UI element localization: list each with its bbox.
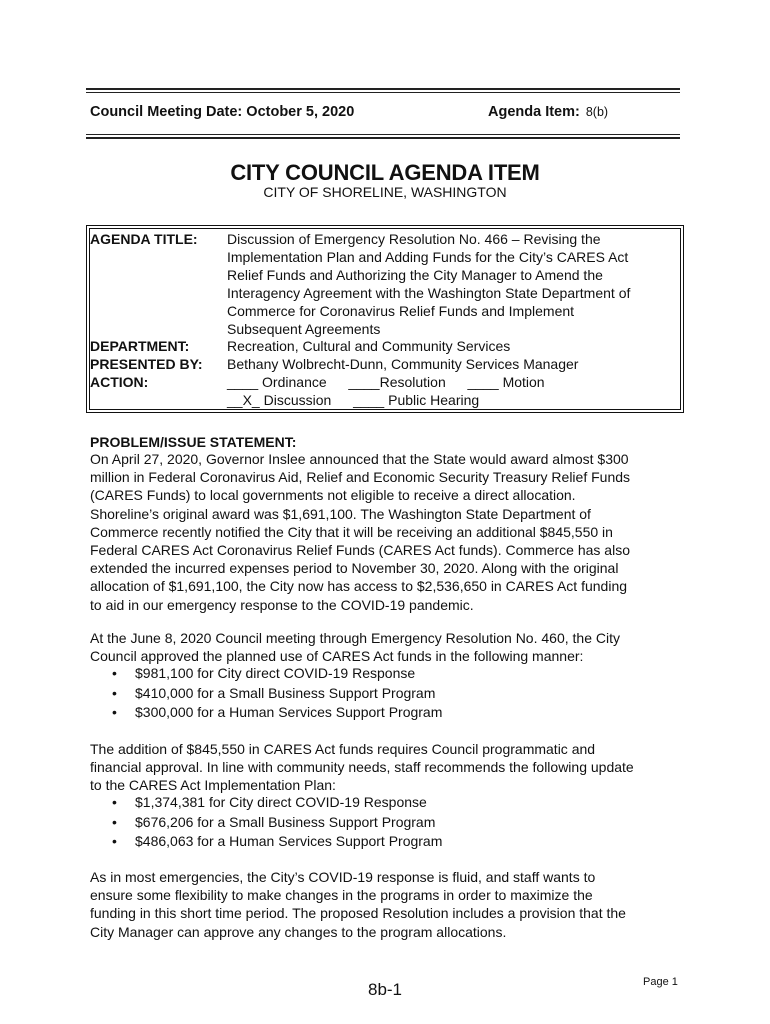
bullet-icon: • <box>112 665 117 681</box>
list-item: • $676,206 for a Small Business Support Program <box>112 813 442 833</box>
paragraph-line: As in most emergencies, the City’s COVID-19 response is fluid, and staff wants to <box>90 869 596 885</box>
page-title: CITY COUNCIL AGENDA ITEM <box>230 160 540 185</box>
agenda-title-value <box>227 230 672 338</box>
paragraph-line: to the CARES Act Implementation Plan: <box>90 777 336 794</box>
paragraph-line: The addition of $845,550 in CARES Act funds requires Council programmatic and <box>90 741 596 757</box>
paragraph-line: Shoreline’s original award was $1,691,100. The Washington State Department of <box>90 505 591 522</box>
paragraph-4 <box>90 868 690 941</box>
agenda-item-label: Agenda Item: <box>488 104 580 120</box>
header-rule-bottom <box>86 137 680 139</box>
agenda-title-line: Subsequent Agreements <box>227 321 381 337</box>
paragraph-line: On April 27, 2020, Governor Inslee announced that the State would award almost $300 <box>90 451 629 467</box>
bullet-icon: • <box>112 833 117 849</box>
action-label: ACTION: <box>90 374 149 390</box>
header-rule-top-thin <box>86 92 680 93</box>
bullet-list-1 <box>112 664 442 723</box>
paragraph-line: Federal CARES Act Coronavirus Relief Funds (CARES Act funds). Commerce has also <box>90 542 630 559</box>
paragraph-line: financial approval. In line with community needs, staff recommends the following update <box>90 759 634 776</box>
agenda-title-line: Interagency Agreement with the Washington State Department of <box>227 285 631 301</box>
action-options-row-2 <box>227 391 672 409</box>
agenda-item <box>488 104 608 120</box>
paragraph-line: (CARES Funds) to local governments not eligible to receive a direct allocation. <box>90 487 576 504</box>
header-rule-top <box>86 88 680 90</box>
agenda-title-label: AGENDA TITLE: <box>90 231 198 247</box>
bullet-icon: • <box>112 813 117 830</box>
page-number: Page 1 <box>643 976 678 988</box>
agenda-title-line: Discussion of Emergency Resolution No. 466 – Revising the <box>227 231 601 247</box>
public-hearing-blank: ____ <box>353 392 385 408</box>
paragraph-line: allocation of $1,691,100, the City now has access to $2,536,650 in CARES Act funding <box>90 578 628 595</box>
paragraph-line: Council approved the planned use of CARES Act funds in the following manner: <box>90 648 584 665</box>
list-item: • $300,000 for a Human Services Support Program <box>112 703 442 723</box>
list-item: • $410,000 for a Small Business Support Program <box>112 684 442 704</box>
bullet-icon: • <box>112 684 117 701</box>
motion-blank: ____ <box>467 374 499 390</box>
paragraph-line: funding in this short time period. The proposed Resolution includes a provision that the <box>90 905 626 922</box>
discussion-option: Discussion <box>263 392 332 408</box>
agenda-title-line: Commerce for Coronavirus Relief Funds and Implement <box>227 303 575 319</box>
ordinance-option: Ordinance <box>262 374 327 390</box>
bullet-list-2 <box>112 793 442 852</box>
paragraph-line: City Manager can approve any changes to the program allocations. <box>90 923 507 940</box>
page-subtitle: CITY OF SHORELINE, WASHINGTON <box>263 184 507 200</box>
paragraph-1 <box>90 450 690 614</box>
paragraph-line: to aid in our emergency response to the COVID-19 pandemic. <box>90 596 474 613</box>
agenda-title-line: Implementation Plan and Adding Funds for the City’s CARES Act <box>227 249 629 265</box>
public-hearing-option: Public Hearing <box>388 392 480 408</box>
meeting-date: Council Meeting Date: October 5, 2020 <box>90 104 355 120</box>
problem-heading: PROBLEM/ISSUE STATEMENT: <box>90 434 297 450</box>
list-item: • $486,063 for a Human Services Support Program <box>112 832 442 852</box>
agenda-item-value: 8(b) <box>585 105 609 119</box>
agenda-item-number-footer: 8b-1 <box>367 980 403 999</box>
paragraph-line: million in Federal Coronavirus Aid, Relief and Economic Security Treasury Relief Funds <box>90 469 631 486</box>
paragraph-3 <box>90 740 690 795</box>
motion-option: Motion <box>502 374 545 390</box>
paragraph-line: ensure some flexibility to make changes in the programs in order to maximize the <box>90 887 593 904</box>
bullet-icon: • <box>112 794 117 810</box>
paragraph-line: Commerce recently notified the City that it will be receiving an additional $845,550 in <box>90 523 613 540</box>
resolution-blank: ____ <box>348 374 380 390</box>
list-item: • $1,374,381 for City direct COVID-19 Response <box>112 793 442 813</box>
presented-by-value: Bethany Wolbrecht-Dunn, Community Services Manager <box>227 356 579 372</box>
action-options-row-1 <box>227 373 672 391</box>
ordinance-blank: ____ <box>227 374 259 390</box>
paragraph-line: At the June 8, 2020 Council meeting through Emergency Resolution No. 460, the City <box>90 630 620 646</box>
paragraph-line: extended the incurred expenses period to November 30, 2020. Along with the original <box>90 560 619 577</box>
resolution-option: Resolution <box>379 374 446 390</box>
department-label: DEPARTMENT: <box>90 338 190 354</box>
presented-by-label: PRESENTED BY: <box>90 356 203 372</box>
list-item: • $981,100 for City direct COVID-19 Response <box>112 664 442 684</box>
discussion-mark: __X_ <box>227 392 260 408</box>
bullet-icon: • <box>112 704 117 720</box>
header-rule-bottom-thin <box>86 134 680 135</box>
paragraph-2 <box>90 629 690 665</box>
department-value: Recreation, Cultural and Community Services <box>227 338 511 354</box>
agenda-title-line: Relief Funds and Authorizing the City Manager to Amend the <box>227 267 603 283</box>
